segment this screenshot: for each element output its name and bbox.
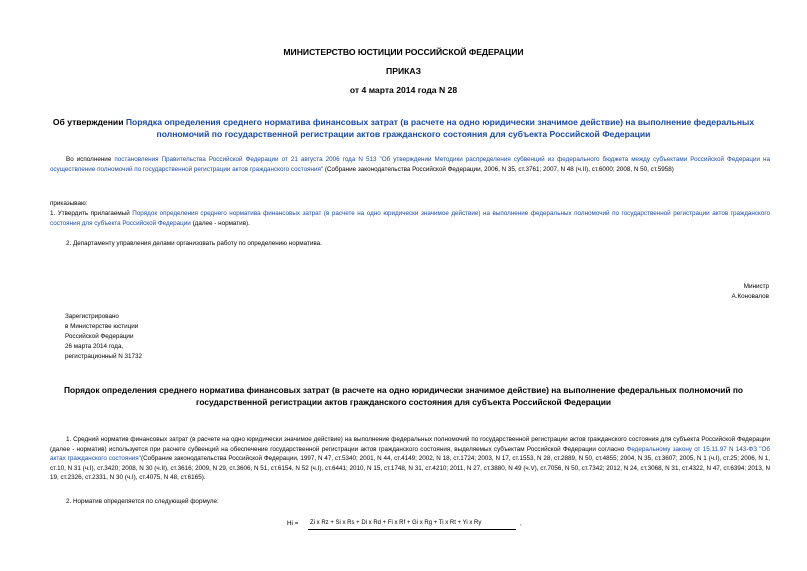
procedure-item-2	[50, 497, 770, 507]
preamble-rest: (Собрание законодательства Российской Федерации, 2006, N 35, ст.3761; 2007, N 48 (ч.II), ст.6000; 2008, N 50, ст.5958)	[323, 165, 674, 173]
item1-lead: 1. Утвердить прилагаемый	[50, 210, 133, 217]
order-item-1	[50, 209, 770, 228]
government-decree-link[interactable]: постановления Правительства Российской Федерации от 21 августа 2006 года N 513 "Об утверждении Методики распределения субвенций из федерального бюджета между субъектами Российской Федерации на осуществление полномочий по государственной регистрации актов гражданского состояния"	[50, 156, 770, 173]
document-title	[50, 116, 757, 140]
proc-item1-lead: 1. Средний норматив финансовых затрат (в расчете на одно юридически значимое действие) на выполнение федеральных полномочий по государственной регистрации актов гражданского состояния для субъекта Российской Федерации (далее - норматив) используется при расчете субвенций на обеспечение государственной регистрации актов гражданского состояния, выделяемых субъектам Российской Федерации согласно	[50, 436, 770, 453]
item2-text: 2. Департаменту управления делами организовать работу по определению норматива.	[66, 240, 322, 247]
federal-law-link[interactable]: Федеральному закону от 15.11.97 N 143-ФЗ "Об актах гражданского состояния"	[50, 445, 770, 463]
preamble-lead: Во исполнение	[66, 156, 115, 163]
registration-line: в Министерстве юстиции	[65, 323, 139, 330]
order-word: приказываю:	[50, 200, 88, 207]
title-prefix: Об утверждении	[52, 117, 126, 127]
order-date: от 4 марта 2014 года N 28	[349, 85, 458, 95]
order-item-2	[50, 239, 770, 249]
procedure-link[interactable]: Порядок определения среднего норматива финансовых затрат (в расчете на одно юридически значимое действие) на выполнение федеральных полномочий по государственной регистрации актов гражданского состояния для субъекта Российской Федерации	[50, 210, 770, 227]
proc-item2-text: 2. Норматив определяется по следующей формуле:	[66, 498, 219, 505]
formula-label: Hi =	[287, 520, 299, 527]
registration-line: Зарегистрировано	[65, 313, 119, 320]
proc-item1-rest: (Собрание законодательства Российской Федерации, 1997, N 47, ст.5340; 2001, N 44, ст.4149; 2002, N 18, ст.1724; 2003, N 17, ст.1553, N 28, ст.2889, N 50, ст.4855; 2004, N 35, ст.3607; 2005, N 1 (ч.I), ст.25; 2006, N 1, ст.10, N 31 (ч.I), ст.3420; 2008, N 30 (ч.II), ст.3616; 2009, N 29, ст.3606, N 51, ст.6154, N 52 (ч.I), ст.6441; 2010, N 15, ст.1748, N 31, ст.4210; 2011, N 27, ст.3880, N 49 (ч.V), ст.7056, N 50, ст.7342; 2012, N 24, ст.3068, N 31, ст.4322, N 47, ст.6394; 2013, N 19, ст.2326, ст.2331, N 30 (ч.I), ст.4075, N 48, ст.6165).	[50, 455, 770, 482]
formula-numerator: Zi x Rz + Si x Rs + Di x Rd + Fi x Rf + Gi x Rg + Ti x Rt + Yi x Ry	[310, 520, 482, 526]
procedure-item-1	[50, 435, 770, 483]
ministry-heading: МИНИСТЕРСТВО ЮСТИЦИИ РОССИЙСКОЙ ФЕДЕРАЦИИ	[283, 47, 524, 57]
preamble-paragraph	[50, 155, 770, 174]
procedure-title: Порядок определения среднего норматива финансовых затрат (в расчете на одно юридически значимое действие) на выполнение федеральных полномочий по государственной регистрации актов гражданского состояния для субъекта Российской Федерации	[63, 385, 744, 407]
formula-comma: ,	[520, 520, 522, 527]
signer-position: Министр	[743, 283, 769, 290]
signer-name: А.Коновалов	[731, 293, 769, 300]
title-link[interactable]: Порядка определения среднего норматива финансовых затрат (в расчете на одно юридически значимое действие) на выполнение федеральных полномочий по государственной регистрации актов гражданского состояния для субъекта Российской Федерации	[125, 117, 755, 139]
registration-number: регистрационный N 31732	[65, 353, 143, 360]
fraction-line	[308, 529, 516, 530]
registration-line: Российской Федерации	[65, 333, 134, 340]
registration-line: 26 марта 2014 года,	[65, 343, 124, 350]
order-heading: ПРИКАЗ	[386, 66, 421, 76]
item1-rest: (далее - норматив).	[190, 219, 250, 227]
